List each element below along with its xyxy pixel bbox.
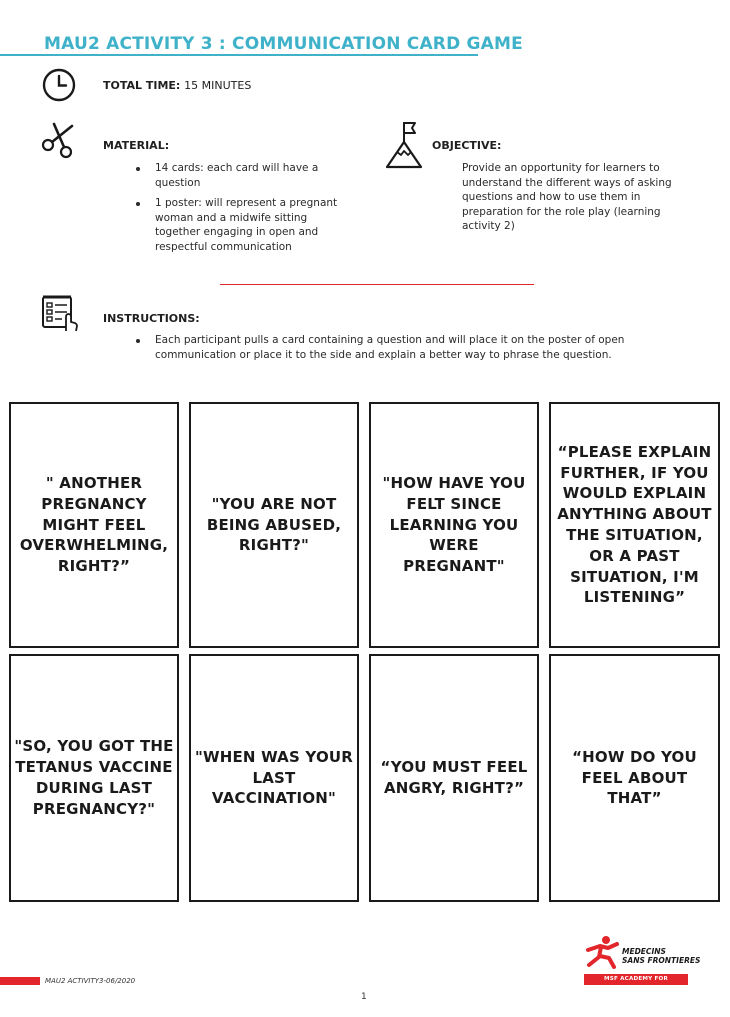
question-card [189, 654, 359, 902]
question-card [549, 402, 720, 648]
page-title: MAU2 ACTIVITY 3 : COMMUNICATION CARD GAME [44, 34, 523, 54]
card-question-text: "SO, YOU GOT THE TETANUS VACCINE DURING LAST PREGNANCY?" [14, 737, 174, 818]
question-card [369, 654, 539, 902]
card-question-text: “PLEASE EXPLAIN FURTHER, IF YOU WOULD EXPLAIN ANYTHING ABOUT THE SITUATION, OR A PAST SITUATION, I'M LISTENING” [557, 442, 712, 607]
logo-line-1: MEDECINS [622, 947, 666, 956]
question-card [9, 654, 179, 902]
mountain-flag-icon [384, 118, 424, 170]
page-number: 1 [361, 992, 367, 1002]
instructions-list [133, 333, 663, 368]
total-time-label: TOTAL TIME: [103, 79, 181, 92]
objective-label: OBJECTIVE: [432, 139, 502, 152]
logo-band: MSF ACADEMY FOR HEALTHCARE [584, 974, 688, 985]
msf-running-man-logo-icon [584, 935, 620, 969]
card-question-text: "YOU ARE NOT BEING ABUSED, RIGHT?" [206, 494, 342, 555]
logo-wordmark [622, 948, 700, 965]
title-underline [0, 54, 478, 56]
total-time-row [103, 79, 251, 92]
instructions-document-icon [40, 293, 80, 333]
material-label: MATERIAL: [103, 139, 170, 152]
card-question-text: "WHEN WAS YOUR LAST VACCINATION" [194, 747, 354, 808]
scissors-icon [40, 120, 76, 160]
instructions-label: INSTRUCTIONS: [103, 312, 200, 325]
material-item: 14 cards: each card will have a question [133, 161, 353, 190]
material-item: 1 poster: will represent a pregnant woman and a midwife sitting together engaging in open and respectful communication [133, 196, 353, 254]
question-card [369, 402, 539, 648]
total-time-value: 15 MINUTES [184, 79, 252, 92]
question-card [549, 654, 720, 902]
card-question-text: " ANOTHER PREGNANCY MIGHT FEEL OVERWHELMING, RIGHT?” [19, 474, 169, 576]
card-question-text: “YOU MUST FEEL ANGRY, RIGHT?” [380, 758, 528, 797]
instructions-item: Each participant pulls a card containing a question and will place it on the poster of open communication or place it to the side and explain a better way to phrase the question. [133, 333, 663, 362]
question-card [9, 402, 179, 648]
logo-line-2: SANS FRONTIERES [622, 955, 701, 965]
section-divider [220, 284, 534, 285]
question-card [189, 402, 359, 648]
footer-accent-bar [0, 977, 40, 985]
material-list [133, 161, 353, 261]
document-code: MAU2 ACTIVITY3-06/2020 [45, 977, 136, 985]
card-question-text: "HOW HAVE YOU FELT SINCE LEARNING YOU WERE PREGNANT" [382, 474, 526, 576]
clock-icon [42, 68, 76, 102]
card-question-text: “HOW DO YOU FEEL ABOUT THAT” [572, 747, 697, 808]
objective-text: Provide an opportunity for learners to understand the different ways of asking questions and how to use them in preparation for the role play (learning activity 2) [462, 162, 672, 233]
